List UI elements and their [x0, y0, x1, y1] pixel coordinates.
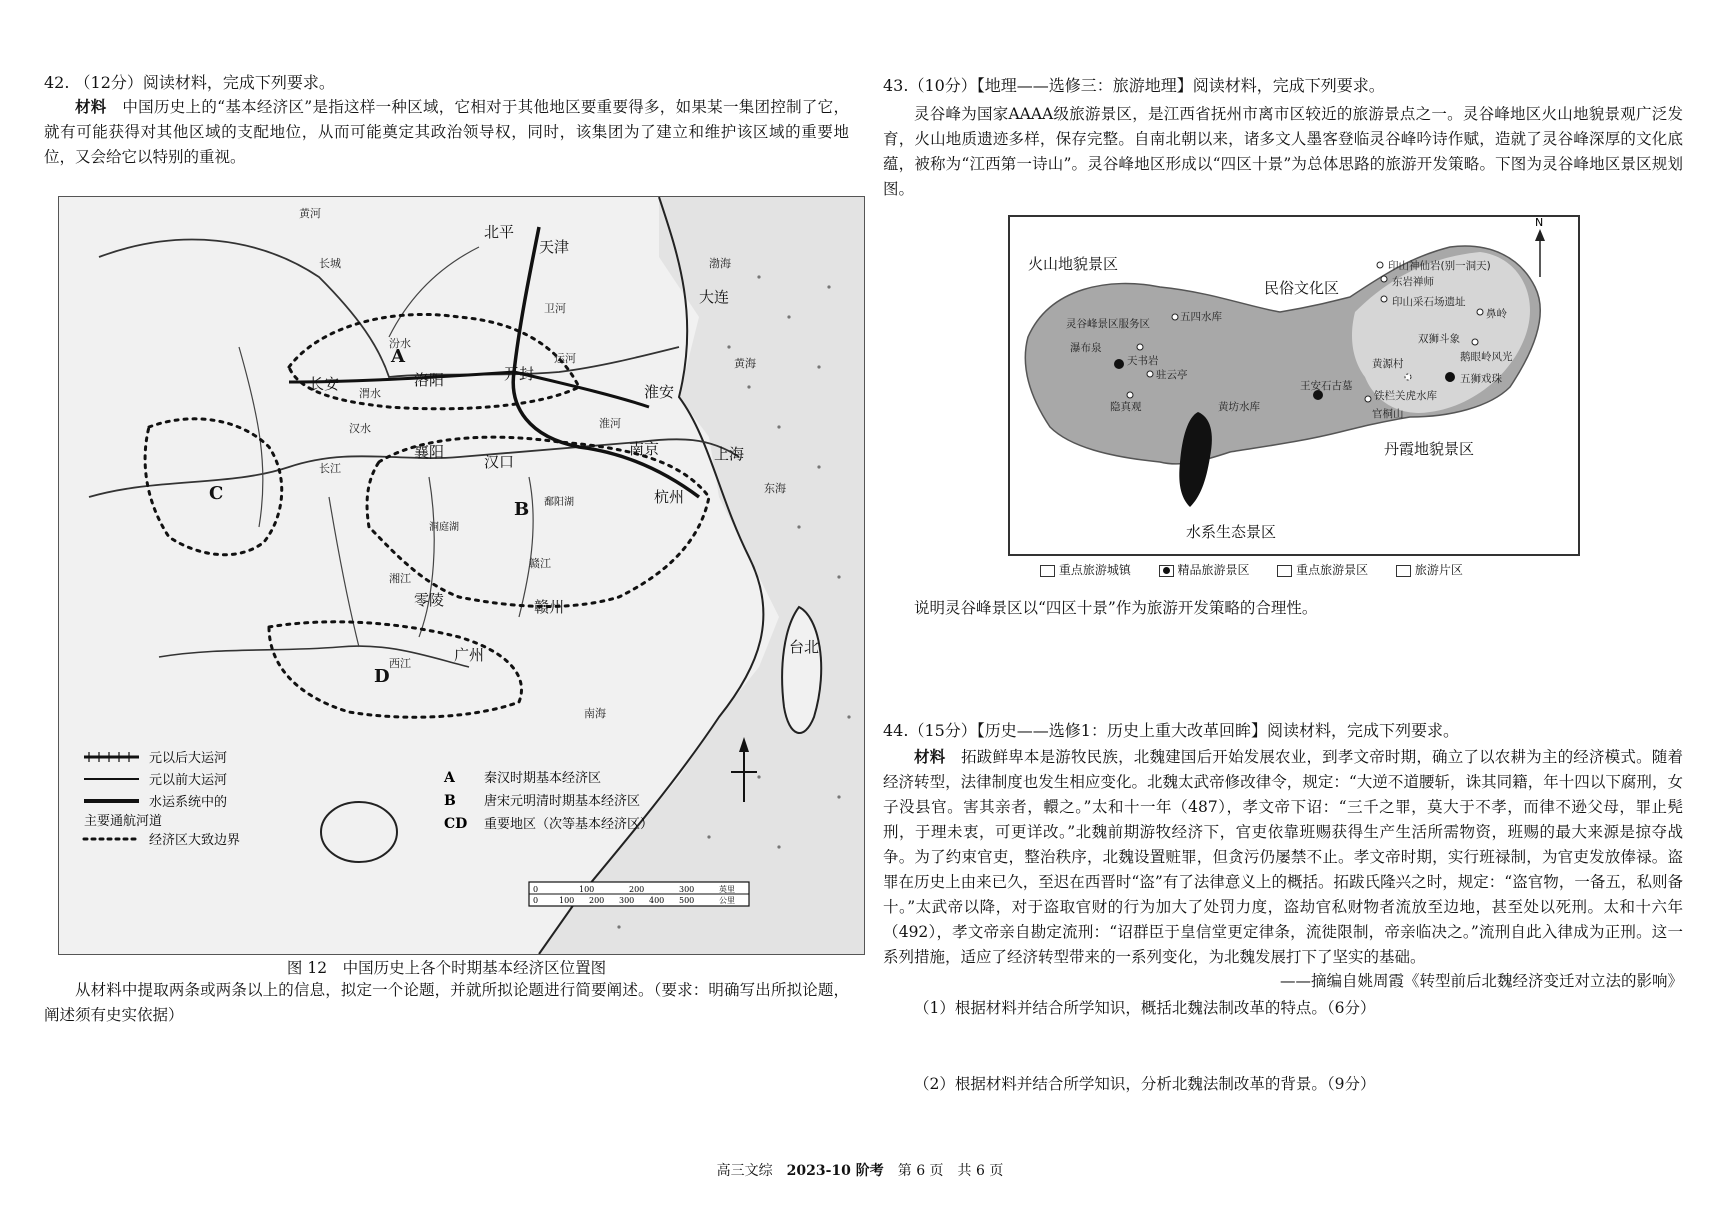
- label-hanshui: 汉水: [349, 422, 371, 435]
- scenic-legend: [1040, 561, 1463, 578]
- label-fenshui: 汾水: [389, 337, 411, 350]
- city-kaifeng: 开封: [504, 365, 535, 383]
- legend-region-b-text: 唐宋元明清时期基本经济区: [484, 794, 641, 809]
- q42-heading: 42. （12分）阅读材料，完成下列要求。: [44, 73, 335, 92]
- q42-material-text: 中国历史上的“基本经济区”是指这样一种区域，它相对于其他地区要重要得多，如果某一集团控制了它，就有可能获得对其他区域的支配地位，从而可能奠定其政治领导权，同时，该集团为了建立和维护该区域的重要地位，又会给它以特别的重视。: [44, 98, 849, 166]
- scale-bottom-0: 0: [533, 896, 539, 905]
- label-yunhe: 运河: [554, 352, 576, 365]
- map-legend: [77, 737, 302, 848]
- legend-key-town-icon: [1040, 565, 1055, 577]
- legend-region-cd-text: 重要地区（次等基本经济区）: [484, 817, 654, 832]
- legend-item-3: 水运系统中的: [149, 795, 228, 810]
- city-xiangyang: 襄阳: [414, 443, 445, 461]
- city-lingling: 零陵: [414, 591, 445, 609]
- label-huanghe: 黄河: [299, 207, 321, 220]
- spot-5: 双狮斗象: [1418, 333, 1460, 345]
- legend-region-a-text: 秦汉时期基本经济区: [484, 771, 602, 786]
- spot-17: 隐真观: [1110, 401, 1142, 413]
- label-xijiang: 西江: [389, 657, 411, 670]
- lingufeng-scenic-plan: [1008, 215, 1580, 556]
- spot-11: 王安石古墓: [1300, 380, 1353, 392]
- scale-unit-bottom: 公里: [719, 896, 735, 905]
- city-luoyang: 洛阳: [414, 371, 445, 389]
- q44-material-lead: 材料: [914, 747, 946, 766]
- legend-region-a-key: A: [444, 770, 455, 786]
- q44-heading: 44.（15分）【历史——选修1：历史上重大改革回眸】阅读材料，完成下列要求。: [883, 721, 1459, 740]
- city-hankou: 汉口: [484, 453, 515, 471]
- scale-top-1: 100: [579, 885, 595, 894]
- zone-danxia: 丹霞地貌景区: [1384, 440, 1475, 458]
- lake-poyang: 鄱阳湖: [544, 497, 574, 508]
- q42-task: 从材料中提取两条或两条以上的信息，拟定一个论题，并就所拟论题进行简要阐述。（要求：明确写出所拟论题，阐述须有史实依据）: [44, 981, 849, 1024]
- spot-1: 印山神仙岩(别一洞天): [1388, 260, 1491, 272]
- q43-heading: 43.（10分）【地理——选修三：旅游地理】阅读材料，完成下列要求。: [883, 76, 1385, 95]
- page-footer: [0, 1160, 1720, 1180]
- city-tianjin: 天津: [539, 238, 570, 256]
- q43-material: 灵谷峰为国家AAAA级旅游景区，是江西省抚州市离市区较近的旅游景点之一。灵谷峰地区火山地貌景观广泛发育，火山地质遗迹多样，保存完整。自南北朝以来，诸多文人墨客登临灵谷峰吟诗作赋，造就了灵谷峰深厚的文化底蕴，被称为“江西第一诗山”。灵谷峰地区形成以“四区十景”为总体思路的旅游开发策略。下图为灵谷峰地区景区规划图。: [883, 105, 1683, 198]
- q44-source: ——摘编自姚周霞《转型前后北魏经济变迁对立法的影响》: [1279, 972, 1683, 990]
- city-shanghai: 上海: [714, 445, 745, 463]
- zone-volcanic: 火山地貌景区: [1028, 255, 1119, 273]
- city-huaian: 淮安: [644, 383, 675, 401]
- legend-region-b-key: B: [444, 793, 456, 809]
- spot-16: 驻云亭: [1156, 369, 1188, 381]
- spot-6: 鹅眼岭风光: [1460, 351, 1513, 363]
- scale-bottom-2: 200: [589, 896, 605, 905]
- legend-item-5: 经济区大致边界: [149, 833, 241, 848]
- map-scale-bar: [529, 882, 749, 906]
- q44-sub1: （1）根据材料并结合所学知识，概括北魏法制改革的特点。（6分）: [914, 999, 1376, 1017]
- legend-key-key-spot-icon: [1277, 565, 1292, 577]
- figure-12-caption: 图 12 中国历史上各个时期基本经济区位置图: [286, 959, 607, 977]
- zone-label-d: D: [374, 666, 390, 687]
- zone-folk-culture: 民俗文化区: [1264, 279, 1340, 297]
- spot-3: 印山采石场遗址: [1392, 296, 1466, 308]
- city-nanjing: 南京: [629, 440, 660, 458]
- lake-dongting: 洞庭湖: [429, 522, 459, 533]
- footer-exam: 2023-10 阶考: [786, 1163, 884, 1179]
- scenic-plan-svg: [1010, 217, 1578, 554]
- city-dalian: 大连: [699, 288, 730, 306]
- legend-region-cd-key: CD: [444, 816, 468, 832]
- scale-unit-top: 英里: [719, 885, 735, 894]
- label-donghai: 东海: [764, 482, 786, 495]
- city-guangzhou: 广州: [454, 646, 485, 664]
- scale-bottom-3: 300: [619, 896, 635, 905]
- legend-item-4: 主要通航河道: [84, 814, 163, 829]
- city-changan: 长安: [309, 375, 340, 393]
- q44-sub2: （2）根据材料并结合所学知识，分析北魏法制改革的背景。（9分）: [914, 1075, 1376, 1093]
- spot-8: 黄源村: [1372, 358, 1404, 370]
- scale-top-0: 0: [533, 885, 539, 894]
- spot-2: 东岩禅师: [1392, 276, 1434, 288]
- spot-7: 五狮戏珠: [1460, 373, 1502, 385]
- china-economic-zone-map: [58, 196, 865, 955]
- label-xiangjiang: 湘江: [389, 572, 411, 585]
- q43-task: 说明灵谷峰景区以“四区十景”作为旅游开发策略的合理性。: [914, 599, 1318, 617]
- legend-premium: 精品旅游景区: [1177, 563, 1250, 577]
- label-huaihe: 淮河: [599, 417, 621, 430]
- china-map-svg: [59, 197, 864, 954]
- city-hangzhou: 杭州: [654, 488, 685, 506]
- spot-18: 黄坊水库: [1218, 401, 1260, 413]
- label-bohai: 渤海: [709, 257, 731, 270]
- spot-12: 灵谷峰景区服务区: [1066, 318, 1150, 330]
- north-arrow-icon: [1535, 217, 1545, 277]
- legend-area: 旅游片区: [1414, 563, 1463, 577]
- spot-4: 鼻岭: [1486, 308, 1507, 320]
- spot-14: 瀑布泉: [1070, 342, 1102, 354]
- legend-key-premium-icon: [1159, 565, 1174, 577]
- zone-label-c: C: [209, 483, 224, 504]
- city-beiping: 北平: [484, 223, 515, 241]
- spot-9: 铁栏关虎水库: [1374, 390, 1437, 402]
- legend-key-area-icon: [1396, 565, 1411, 577]
- legend-key-spot: 重点旅游景区: [1296, 563, 1369, 577]
- spot-10: 官桐山: [1372, 408, 1404, 420]
- hainan-island: [321, 802, 397, 862]
- spot-15: 天书岩: [1127, 355, 1159, 367]
- legend-item-1: 元以后大运河: [149, 751, 228, 766]
- label-weihe: 卫河: [544, 302, 566, 315]
- scale-top-3: 300: [679, 885, 695, 894]
- north-label: N: [1535, 217, 1544, 229]
- zone-water-ecology: 水系生态景区: [1186, 523, 1277, 541]
- label-ganjiang: 赣江: [529, 557, 551, 570]
- scale-bottom-4: 400: [649, 896, 665, 905]
- scale-bottom-5: 500: [679, 896, 695, 905]
- scale-top-2: 200: [629, 885, 645, 894]
- q44-material: [883, 744, 1683, 970]
- label-weishui: 渭水: [359, 387, 381, 400]
- city-ganzhou: 赣州: [534, 598, 565, 616]
- label-nanhai: 南海: [584, 707, 606, 720]
- spot-13: 五四水库: [1180, 311, 1222, 323]
- legend-town: 重点旅游城镇: [1058, 563, 1131, 577]
- label-huanghai: 黄海: [734, 357, 756, 370]
- zone-label-b: B: [514, 499, 530, 520]
- city-taibei: 台北: [789, 638, 820, 656]
- footer-subject: 高三文综: [716, 1163, 773, 1179]
- label-changcheng: 长城: [319, 257, 341, 270]
- label-changjiang: 长江: [319, 462, 341, 475]
- legend-item-2: 元以前大运河: [149, 773, 228, 788]
- q42-material: [44, 94, 849, 170]
- zone-label-a: A: [391, 346, 405, 367]
- q44-material-text: 拓跋鲜卑本是游牧民族，北魏建国后开始发展农业，到孝文帝时期，确立了以农耕为主的经济模式。随着经济转型，法律制度也发生相应变化。北魏太武帝修改律令，规定：“大逆不道腰斩，诛其同籍，年十四以下腐刑，女子没县官。害其亲者，轘之。”太和十一年（487），孝文帝下诏：“三千之罪，莫大于不孝，而律不逊父母，罪止髡刑，于理未衷，可更详改。”北魏前期游牧经济下，官吏依靠班赐获得生产生活所需物资，班赐的最大来源是掠夺战争。为了约束官吏，整治秩序，北魏设置赃罪，但贪污仍屡禁不止。孝文帝时期，实行班禄制，为官吏发放俸禄。盗罪在历史上由来已久，至迟在西晋时“盗”有了法律意义上的概括。拓跋氏隆兴之时，规定：“盗官物，一备五，私则备十。”太武帝以降，对于盗取官财的行为加大了处罚力度，盗劫官私财物者流放至边地，甚至处以死刑。太和十六年（492），孝文帝亲自勘定流刑：“诏群臣于皇信堂更定律条，流徙限制，帝亲临决之。”流刑自此入律成为正刑。这一系列措施，适应了经济转型带来的一系列变化，为北魏发展打下了坚实的基础。: [883, 748, 1683, 966]
- q42-material-lead: 材料: [75, 97, 107, 116]
- scale-bottom-1: 100: [559, 896, 575, 905]
- footer-page: 第 6 页 共 6 页: [897, 1163, 1004, 1179]
